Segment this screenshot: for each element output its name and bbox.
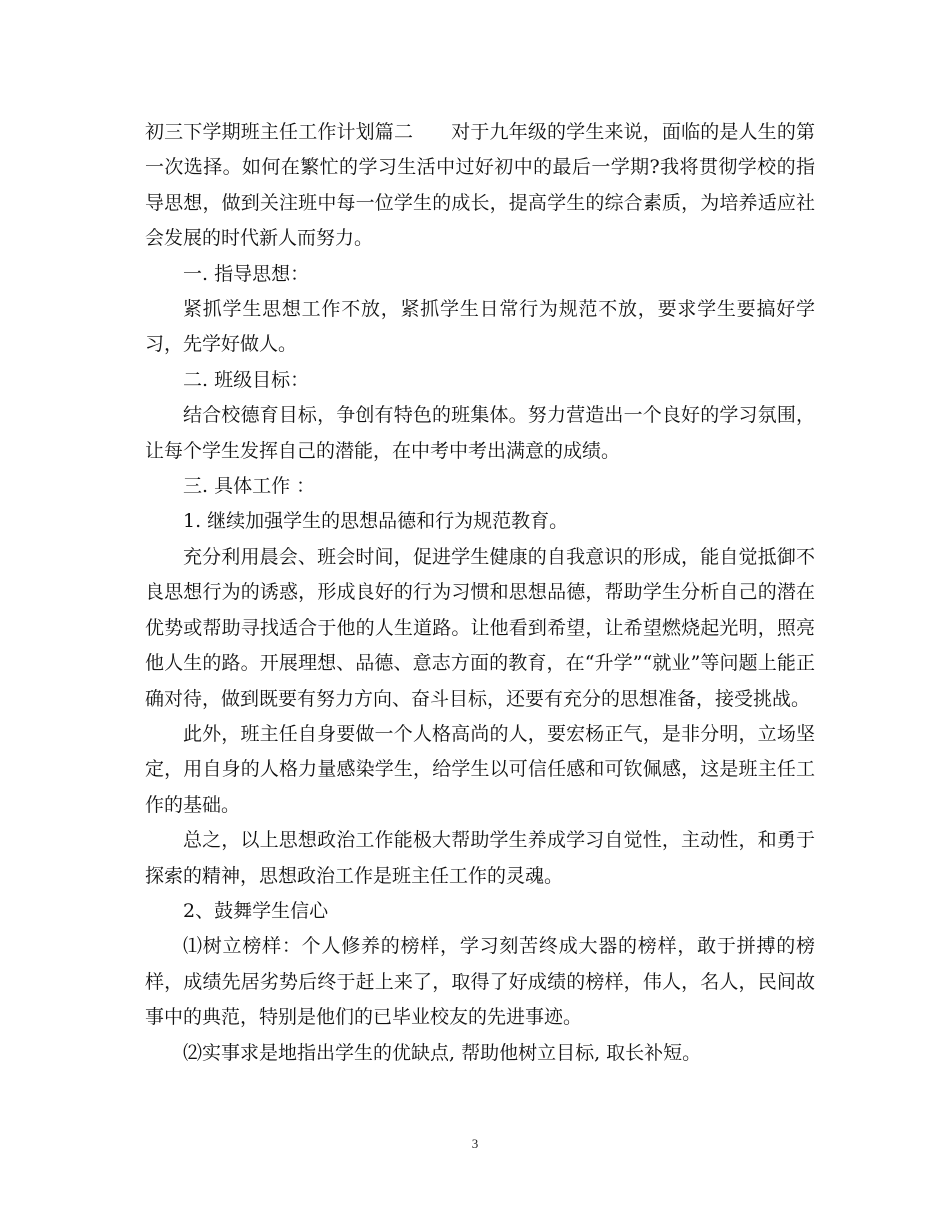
subheading-encourage-confidence: 2、鼓舞学生信心: [183, 899, 329, 922]
paragraph-teacher-role: 此外，班主任自身要做一个人格高尚的人，要宏杨正气，是非分明，立场坚定，用自身的人格力量感染学生，给学生以可信任感和可钦佩感，这是班主任工作的基础。: [145, 722, 815, 816]
subheading-moral-education: 1. 继续加强学生的思想品德和行为规范教育。: [183, 510, 569, 533]
section-heading-guiding-thought: 一. 指导思想：: [183, 262, 310, 285]
paragraph-class-goals: 结合校德育目标，争创有特色的班集体。努力营造出一个良好的学习氛围，让每个学生发挥自己的潜能，在中考中考出满意的成绩。: [145, 404, 815, 462]
page-number: 3: [471, 1136, 479, 1151]
paragraph-summary: 总之，以上思想政治工作能极大帮助学生养成学习自觉性，主动性，和勇于探索的精神，思想政治工作是班主任工作的灵魂。: [145, 829, 815, 887]
document-heading: 初三下学期班主任工作计划篇二: [145, 121, 414, 143]
document-body: [145, 115, 815, 1071]
intro-text: 对于九年级的学生来说，面临的是人生的第一次选择。如何在繁忙的学习生活中过好初中的最后一学期?我将贯彻学校的指导思想，做到关注班中每一位学生的成长，提高学生的综合素质，为培养适应社会发展的时代新人而努力。: [145, 121, 815, 250]
section-heading-specific-work: 三. 具体工作 ：: [183, 475, 316, 498]
paragraph-guiding-thought: 紧抓学生思想工作不放，紧抓学生日常行为规范不放，要求学生要搞好学习，先学好做人。: [145, 298, 815, 356]
list-item-strengths-weaknesses: ⑵实事求是地指出学生的优缺点, 帮助他树立目标, 取长补短。: [183, 1041, 702, 1064]
paragraph-moral-education: 充分利用晨会、班会时间，促进学生健康的自我意识的形成，能自觉抵御不良思想行为的诱惑，形成良好的行为习惯和思想品德，帮助学生分析自己的潜在优势或帮助寻找适合于他的人生道路。让他看到希望，让希望燃烧起光明，照亮他人生的路。开展理想、品德、意志方面的教育，在“升学”“就业”等问题上能正确对待，做到既要有努力方向、奋斗目标，还要有充分的思想准备，接受挑战。: [145, 545, 815, 710]
intro-paragraph: [145, 115, 815, 257]
list-item-role-models: ⑴树立榜样：个人修养的榜样，学习刻苦终成大器的榜样，敢于拼搏的榜样，成绩先居劣势后终于赶上来了，取得了好成绩的榜样，伟人，名人，民间故事中的典范，特别是他们的已毕业校友的先进事迹。: [145, 935, 815, 1029]
section-heading-class-goals: 二. 班级目标：: [183, 368, 310, 391]
